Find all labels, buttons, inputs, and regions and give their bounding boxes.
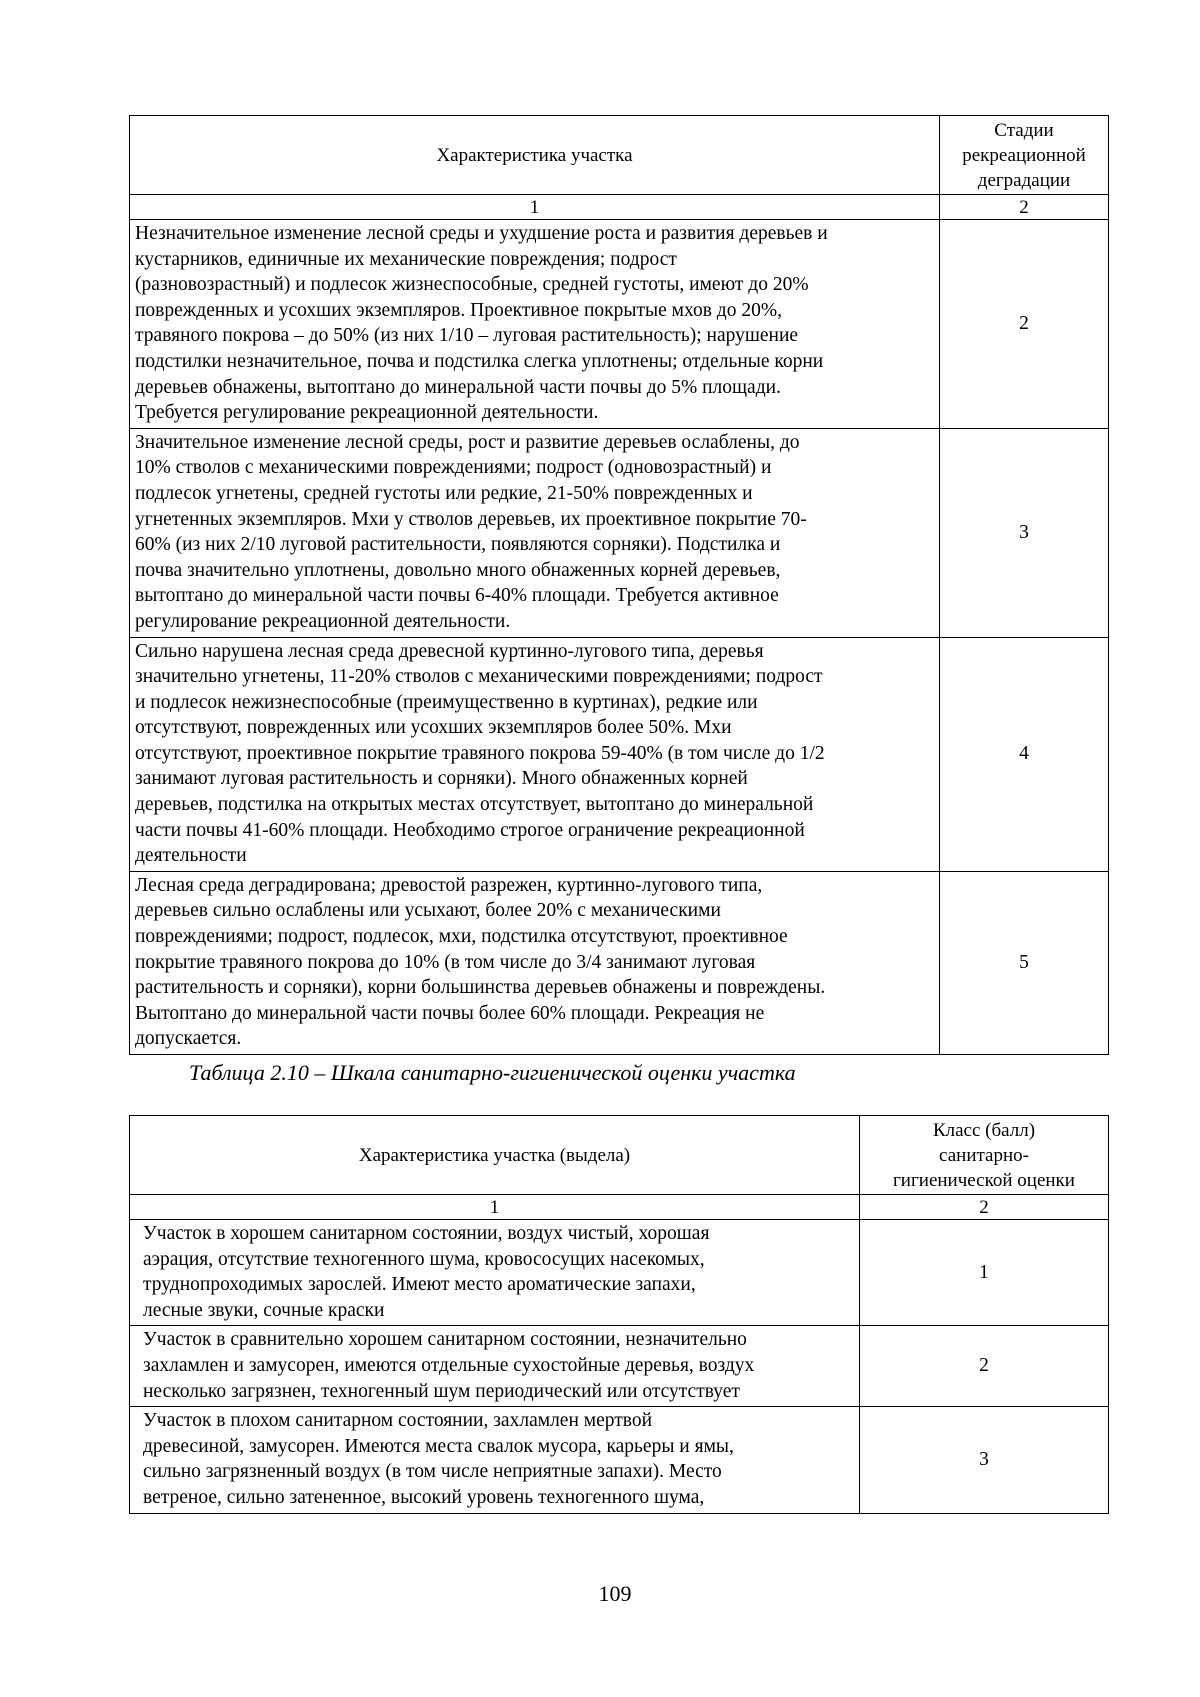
text-line: Участок в сравнительно хорошем санитарном состоянии, незначительно <box>143 1329 747 1351</box>
table-caption: Таблица 2.10 – Шкала санитарно-гигиенической оценки участка <box>189 1060 796 1085</box>
header-line: Класс (балл) <box>932 1119 1036 1141</box>
text-line: сильно загрязненный воздух (в том числе неприятные запахи). Место <box>143 1461 722 1483</box>
text-line: 10% стволов с механическими повреждениями; подрост (одновозрастный) и <box>135 457 772 479</box>
stage-cell: 5 <box>940 871 1109 1054</box>
text-line: деревьев, подстилка на открытых местах отсутствует, вытоптано до минеральной <box>135 794 814 816</box>
text-line: 60% (из них 2/10 луговой растительности, появляются сорняки). Подстилка и <box>135 534 781 556</box>
text-line: лесные звуки, сочные краски <box>143 1299 385 1321</box>
text-line: покрытие травяного покрова до 10% (в том числе до 3/4 занимают луговая <box>135 951 756 973</box>
text-line: отсутствуют, поврежденных или усохших экземпляров более 50%. Мхи <box>135 717 732 739</box>
text-line: значительно угнетены, 11-20% стволов с механическими повреждениями; подрост <box>135 666 823 688</box>
table-row <box>130 1326 1109 1407</box>
page-number: 109 <box>598 1581 632 1606</box>
stage-cell: 4 <box>940 637 1109 871</box>
text-line: части почвы 41-60% площади. Необходимо строгое ограничение рекреационной <box>135 819 805 841</box>
text-line: захламлен и замусорен, имеются отдельные сухостойные деревья, воздух <box>143 1354 755 1376</box>
table-row <box>130 1220 1109 1326</box>
text-line: деятельности <box>135 845 247 867</box>
text-line: деревьев обнажены, вытоптано до минеральной части почвы до 5% площади. <box>135 376 781 398</box>
table-header-row <box>130 116 1109 195</box>
characteristic-cell <box>130 220 940 429</box>
text-line: деревьев сильно ослаблены или усыхают, более 20% с механическими <box>135 900 721 922</box>
text-line: занимают луговая растительность и сорняки). Много обнаженных корней <box>135 768 748 790</box>
text-line: труднопроходимых зарослей. Имеют место ароматические запахи, <box>143 1274 696 1296</box>
table-row <box>130 637 1109 871</box>
text-line: и подлесок нежизнеспособные (преимущественно в куртинах), редкие или <box>135 691 758 713</box>
text-line: вытоптано до минеральной части почвы 6-40% площади. Требуется активное <box>135 585 779 607</box>
table-row <box>130 1407 1109 1513</box>
text-line: кустарников, единичные их механические повреждения; подрост <box>135 248 677 270</box>
degradation-stages-table <box>129 115 1109 1055</box>
header-line: Стадии <box>994 119 1054 141</box>
sanitary-assessment-table <box>129 1115 1109 1514</box>
class-cell: 1 <box>860 1220 1109 1326</box>
text-line: травяного покрова – до 50% (из них 1/10 – луговая растительность); нарушение <box>135 325 799 347</box>
text-line: (разновозрастный) и подлесок жизнеспособные, средней густоты, имеют до 20% <box>135 274 809 296</box>
text-line: Незначительное изменение лесной среды и ухудшение роста и развития деревьев и <box>135 223 828 244</box>
header-characteristic: Характеристика участка <box>130 116 940 195</box>
column-number-row <box>130 195 1109 220</box>
header-line: деградации <box>977 169 1071 191</box>
header-characteristic: Характеристика участка (выдела) <box>130 1116 860 1195</box>
characteristic-cell <box>130 1407 860 1513</box>
header-line: санитарно- <box>939 1144 1029 1166</box>
text-line: почва значительно уплотнены, довольно много обнаженных корней деревьев, <box>135 559 781 581</box>
text-line: ветреное, сильно затененное, высокий уровень техногенного шума, <box>143 1486 705 1508</box>
table-header-row <box>130 1116 1109 1195</box>
text-line: отсутствуют, проективное покрытие травяного покрова 59-40% (в том числе до 1/2 <box>135 742 825 764</box>
characteristic-cell <box>130 871 940 1054</box>
text-line: регулирование рекреационной деятельности. <box>135 610 511 632</box>
text-line: подстилки незначительное, почва и подстилка слегка уплотнены; отдельные корни <box>135 350 824 372</box>
text-line: Вытоптано до минеральной части почвы более 60% площади. Рекреация не <box>135 1002 765 1024</box>
class-cell: 2 <box>860 1326 1109 1407</box>
text-line: Участок в плохом санитарном состоянии, захламлен мертвой <box>143 1410 653 1432</box>
text-line: подлесок угнетены, средней густоты или редкие, 21-50% поврежденных и <box>135 482 753 504</box>
text-line: Сильно нарушена лесная среда древесной куртинно-лугового типа, деревья <box>135 640 764 662</box>
stage-cell: 2 <box>940 220 1109 429</box>
text-line: древесиной, замусорен. Имеются места свалок мусора, карьеры и ямы, <box>143 1435 734 1457</box>
header-class <box>860 1116 1109 1195</box>
header-stages <box>940 116 1109 195</box>
header-line: гигиенической оценки <box>893 1169 1075 1191</box>
text-line: поврежденных и усохших экземпляров. Проективное покрытые мхов до 20%, <box>135 299 782 321</box>
characteristic-cell <box>130 1326 860 1407</box>
text-line: растительность и сорняки), корни большинства деревьев обнажены и повреждены. <box>135 977 826 999</box>
text-line: Участок в хорошем санитарном состоянии, воздух чистый, хорошая <box>143 1223 710 1244</box>
text-line: повреждениями; подрост, подлесок, мхи, подстилка отсутствуют, проективное <box>135 926 788 948</box>
column-number: 1 <box>130 195 940 220</box>
stage-cell: 3 <box>940 428 1109 637</box>
text-line: допускается. <box>135 1028 242 1050</box>
characteristic-cell <box>130 428 940 637</box>
column-number: 1 <box>130 1195 860 1220</box>
column-number: 2 <box>860 1195 1109 1220</box>
characteristic-cell <box>130 637 940 871</box>
column-number: 2 <box>940 195 1109 220</box>
table-row <box>130 220 1109 429</box>
column-number-row <box>130 1195 1109 1220</box>
text-line: несколько загрязнен, техногенный шум периодический или отсутствует <box>143 1380 740 1402</box>
text-line: угнетенных экземпляров. Мхи у стволов деревьев, их проективное покрытие 70- <box>135 508 807 530</box>
text-line: Лесная среда деградирована; древостой разрежен, куртинно-лугового типа, <box>135 874 763 896</box>
class-cell: 3 <box>860 1407 1109 1513</box>
text-line: Значительное изменение лесной среды, рост и развитие деревьев ослаблены, до <box>135 431 800 453</box>
header-line: рекреационной <box>962 144 1086 166</box>
table-row <box>130 428 1109 637</box>
characteristic-cell <box>130 1220 860 1326</box>
text-line: Требуется регулирование рекреационной деятельности. <box>135 402 599 424</box>
text-line: аэрация, отсутствие техногенного шума, кровососущих насекомых, <box>143 1248 705 1270</box>
table-row <box>130 871 1109 1054</box>
